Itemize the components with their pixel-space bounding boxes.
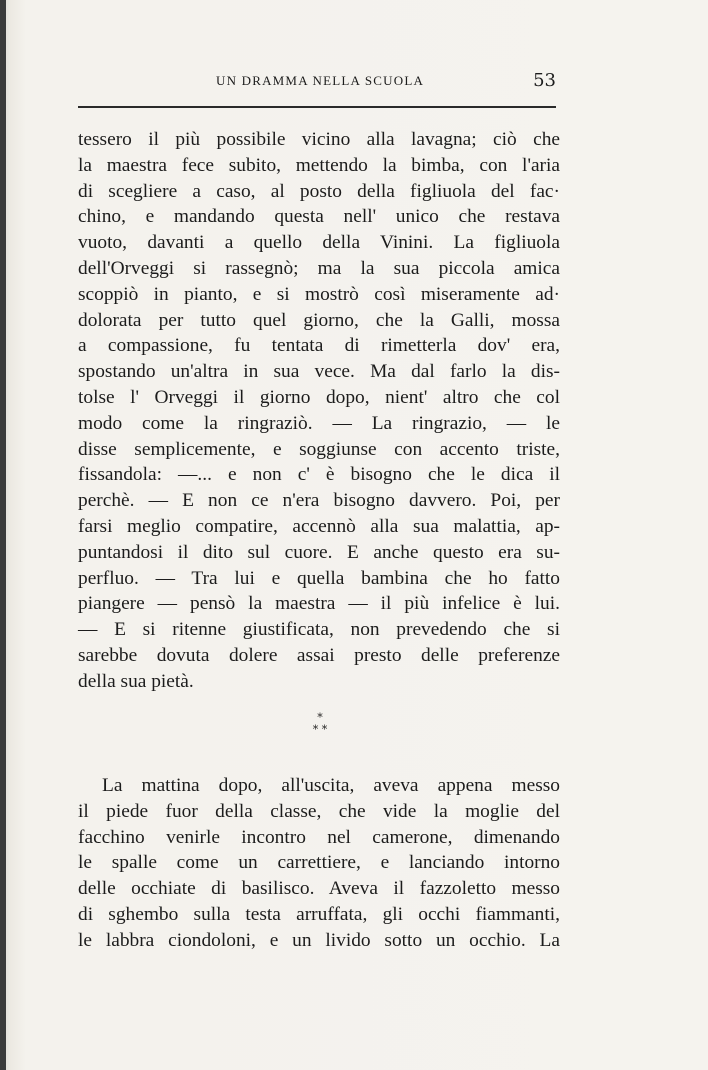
- text-line: spostando un'altra in sua vece. Ma dal farlo la dis-: [78, 361, 560, 383]
- text-line: a compassione, fu tentata di rimetterla dov' era,: [78, 335, 560, 357]
- paragraph-1: [78, 127, 560, 695]
- text-line: disse semplicemente, e soggiunse con accento triste,: [78, 438, 560, 460]
- text-line: le spalle come un carrettiere, e lanciando intorno: [78, 852, 560, 874]
- page-number: 53: [533, 70, 556, 91]
- text-line: scoppiò in pianto, e si mostrò così miseramente ad·: [78, 283, 560, 305]
- text-line: della sua pietà.: [78, 670, 194, 692]
- text-line: La mattina dopo, all'uscita, aveva appena messo: [102, 775, 560, 796]
- paragraph-2: [78, 773, 560, 954]
- text-line: perfluo. — Tra lui e quella bambina che ho fatto: [78, 567, 560, 589]
- text-line: vuoto, davanti a quello della Vinini. La figliuola: [78, 232, 560, 254]
- page-binding-edge: [0, 0, 6, 1070]
- asterism-bottom: * *: [312, 723, 328, 736]
- text-line: di sghembo sulla testa arruffata, gli occhi fiammanti,: [78, 903, 560, 925]
- text-line: modo come la ringraziò. — La ringrazio, — le: [78, 412, 560, 434]
- text-line: chino, e mandando questa nell' unico che restava: [78, 206, 560, 228]
- text-line: tessero il più possibile vicino alla lavagna; ciò che: [78, 129, 560, 150]
- section-separator-asterism: [300, 712, 340, 748]
- text-line: fissandola: —... e non c' è bisogno che le dica il: [78, 464, 560, 486]
- header-rule: [78, 106, 556, 108]
- text-line: farsi meglio compatire, accennò alla sua malattia, ap-: [78, 515, 560, 537]
- asterism-top: *: [317, 711, 323, 724]
- text-line: piangere — pensò la maestra — il più infelice è lui.: [78, 593, 560, 615]
- text-line: la maestra fece subito, mettendo la bimba, con l'aria: [78, 154, 560, 176]
- text-line: facchino venirle incontro nel camerone, dimenando: [78, 826, 560, 848]
- text-line: di scegliere a caso, al posto della figliuola del fac·: [78, 180, 560, 202]
- text-line: delle occhiate di basilisco. Aveva il fazzoletto messo: [78, 878, 560, 900]
- text-line: puntandosi il dito sul cuore. E anche questo era su-: [78, 541, 560, 563]
- text-line: dell'Orveggi si rassegnò; ma la sua piccola amica: [78, 257, 560, 279]
- text-line: — E si ritenne giustificata, non prevedendo che si: [78, 619, 560, 641]
- text-line: tolse l' Orveggi il giorno dopo, nient' altro che col: [78, 386, 560, 408]
- text-line: il piede fuor della classe, che vide la moglie del: [78, 800, 560, 822]
- running-title: UN DRAMMA NELLA SCUOLA: [216, 73, 425, 88]
- text-line: dolorata per tutto quel giorno, che la Galli, mossa: [78, 309, 560, 331]
- text-line: le labbra ciondoloni, e un livido sotto un occhio. La: [78, 929, 560, 951]
- text-line: perchè. — E non ce n'era bisogno davvero. Poi, per: [78, 490, 560, 512]
- page-header: [78, 70, 556, 94]
- text-line: sarebbe dovuta dolere assai presto delle preferenze: [78, 644, 560, 666]
